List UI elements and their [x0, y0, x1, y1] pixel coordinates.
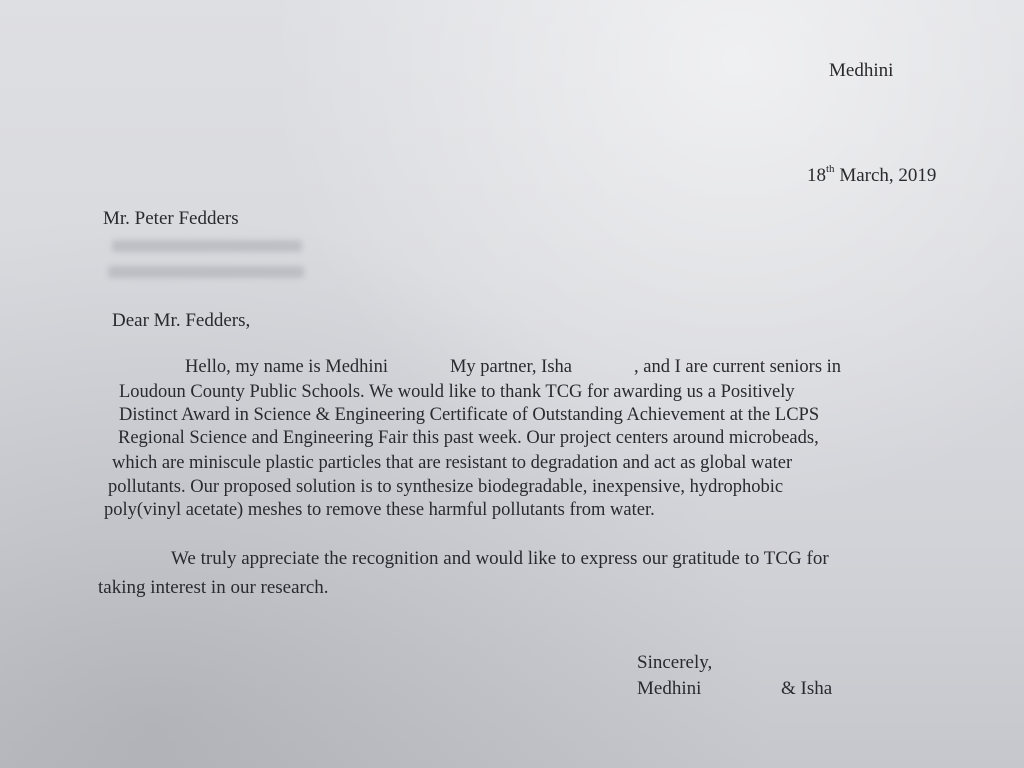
body-line-part: Hello, my name is Medhini [185, 357, 388, 377]
redacted-address-line [108, 266, 304, 278]
body-line [185, 357, 841, 378]
body-line: Regional Science and Engineering Fair this past week. Our project centers around microbeads, [118, 428, 819, 448]
date-suffix: th [826, 163, 835, 175]
salutation: Dear Mr. Fedders, [112, 310, 251, 331]
signature-name: & Isha [781, 678, 833, 699]
body-line: which are miniscule plastic particles that are resistant to degradation and act as global water [112, 453, 793, 473]
closing-paragraph-line: taking interest in our research. [98, 577, 329, 598]
sender-name: Medhini [829, 60, 894, 81]
body-line: Distinct Award in Science & Engineering Certificate of Outstanding Achievement at the LCPS [119, 405, 820, 425]
closing-phrase: Sincerely, [637, 652, 713, 673]
letter-date [807, 165, 936, 187]
closing-paragraph-line: We truly appreciate the recognition and would like to express our gratitude to TCG for [171, 548, 829, 569]
date-month-year: March, 2019 [834, 165, 937, 186]
signature-name: Medhini [637, 678, 702, 699]
recipient-name: Mr. Peter Fedders [103, 208, 239, 229]
body-line: Loudoun County Public Schools. We would like to thank TCG for awarding us a Positively [119, 382, 795, 402]
body-line-part: My partner, Isha [449, 357, 573, 377]
body-line-part: , and I are current seniors in [634, 357, 842, 377]
redacted-address-line [112, 240, 302, 252]
body-line: poly(vinyl acetate) meshes to remove these harmful pollutants from water. [104, 500, 655, 520]
body-line: pollutants. Our proposed solution is to synthesize biodegradable, inexpensive, hydrophobic [108, 477, 784, 497]
date-day: 18 [807, 165, 826, 186]
